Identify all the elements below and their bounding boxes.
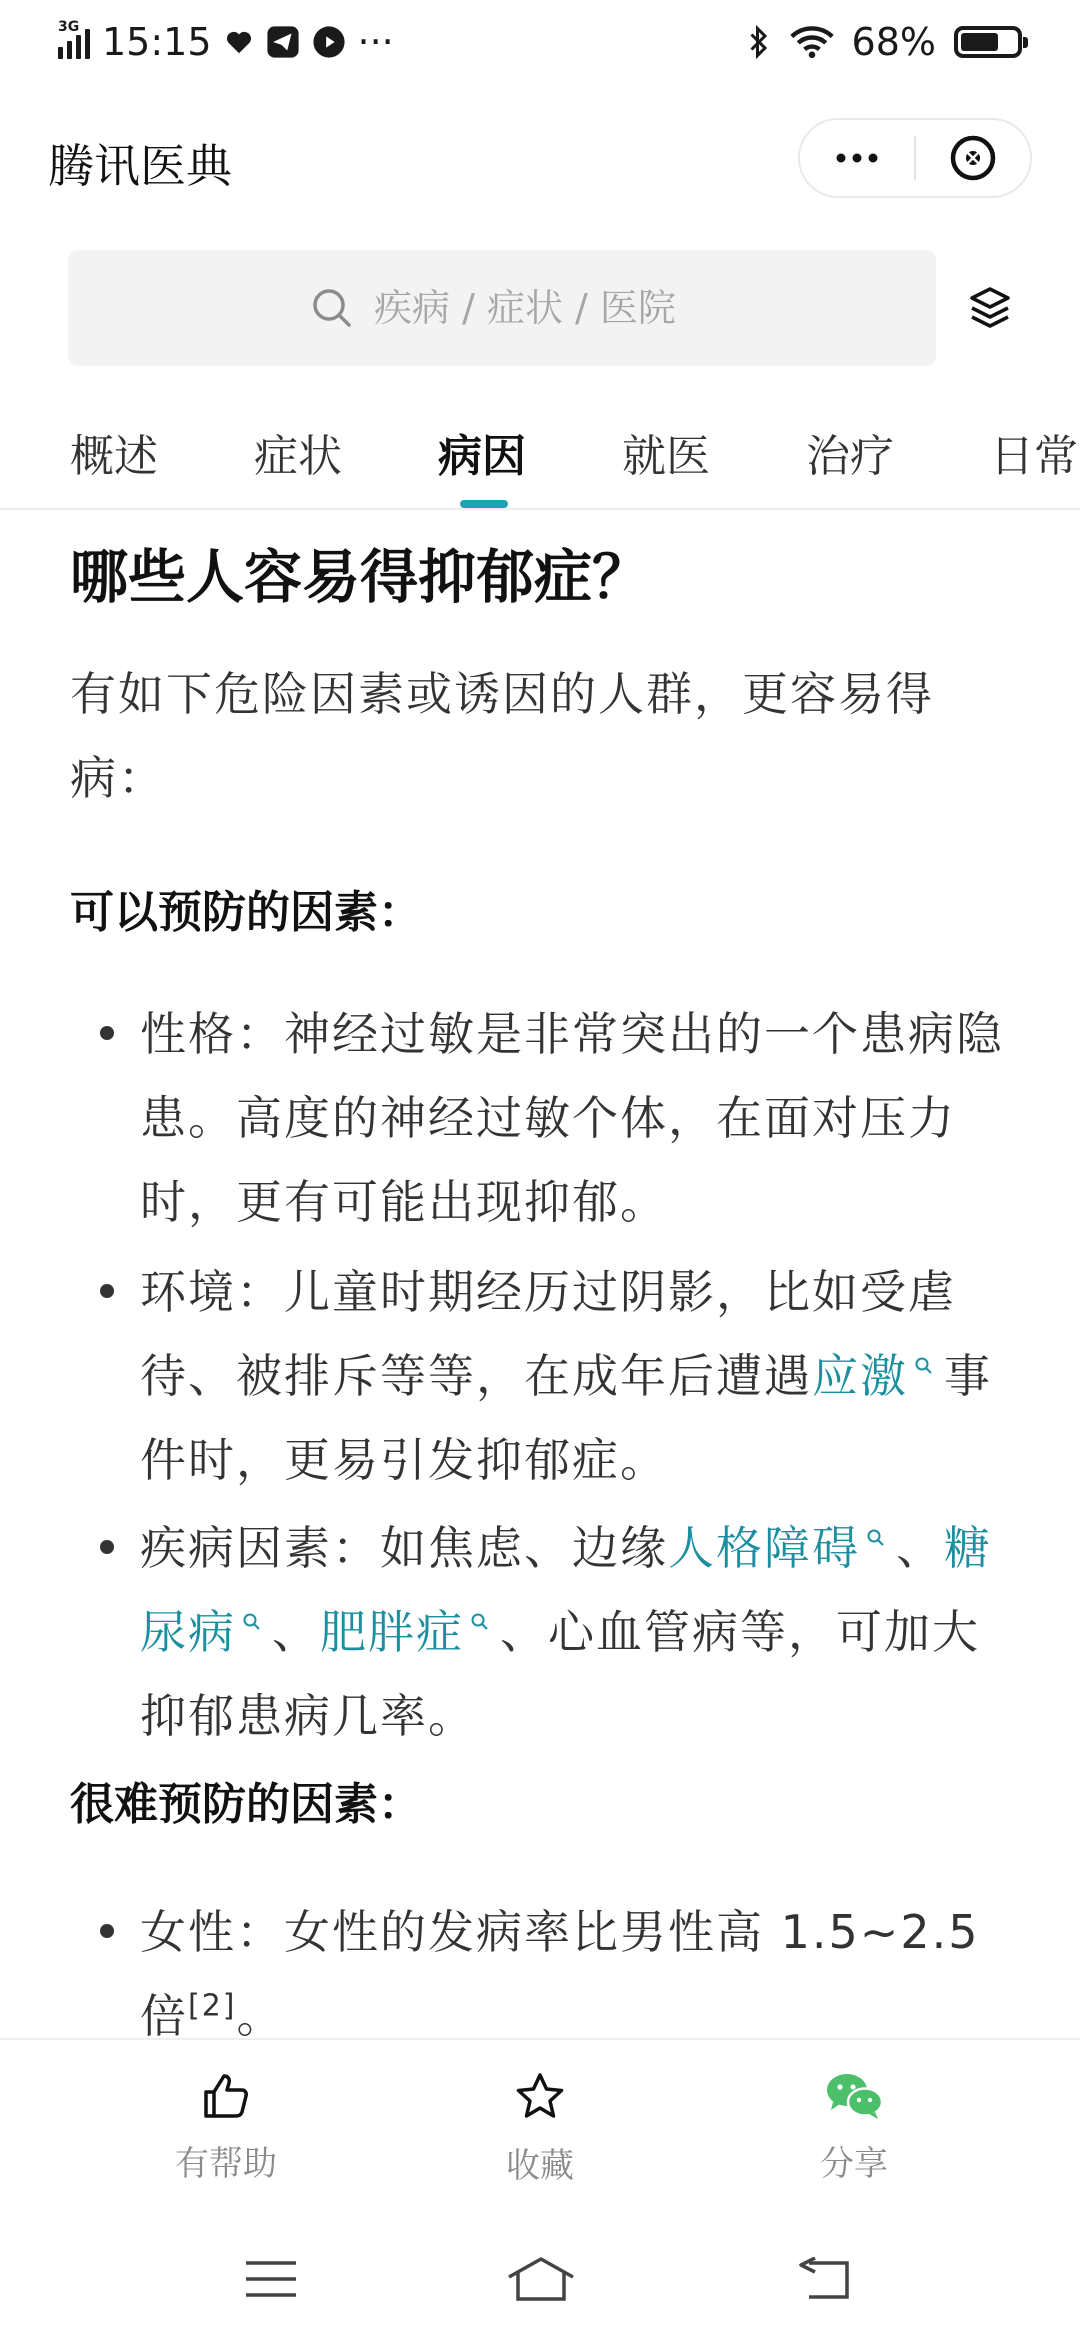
tab-causes[interactable]: 病因 — [438, 431, 526, 482]
wifi-icon — [790, 25, 834, 59]
video-app-icon — [312, 25, 346, 59]
environment-factor-text-end: 事件时，更易引发抑郁症。 — [140, 1349, 992, 1487]
cellular-signal-icon — [58, 19, 90, 59]
personality-factor-text: 性格：神经过敏是非常突出的一个患病隐患。高度的神经过敏个体，在面对压力时，更有可能出现抑郁。 — [140, 1007, 1004, 1229]
system-navigation-bar — [0, 2218, 1080, 2340]
bottom-action-bar — [0, 2038, 1080, 2218]
search-small-icon — [242, 1612, 262, 1632]
layers-button[interactable] — [960, 278, 1020, 338]
list-item — [140, 1506, 1020, 1758]
list-item — [140, 1250, 1020, 1502]
list-item — [140, 1890, 1020, 2038]
page-title: 腾讯医典 — [48, 139, 232, 193]
search-small-icon — [914, 1356, 934, 1376]
network-type: 3G — [58, 19, 80, 35]
status-time: 15:15 — [102, 20, 212, 64]
app-header — [0, 110, 1080, 206]
personality-disorder-link[interactable]: 人格障碍 — [668, 1521, 860, 1575]
wechat-icon — [823, 2070, 885, 2122]
section-heading: 哪些人容易得抑郁症？ — [70, 543, 651, 611]
home-button[interactable] — [506, 2254, 576, 2304]
battery-percent: 68% — [851, 20, 936, 64]
share-label: 分享 — [820, 2144, 888, 2184]
search-small-icon — [866, 1528, 886, 1548]
share-button[interactable] — [754, 2070, 954, 2185]
helpful-button[interactable] — [126, 2070, 326, 2185]
diabetes-link[interactable]: 糖尿病 — [140, 1521, 992, 1659]
article-content — [0, 512, 1080, 2038]
tab-symptoms[interactable]: 症状 — [254, 431, 342, 482]
close-circle-icon — [948, 133, 998, 183]
status-bar — [0, 0, 1080, 84]
separator: 、 — [272, 1605, 320, 1659]
search-input[interactable] — [374, 286, 694, 330]
list-item — [140, 992, 1020, 1244]
active-tab-indicator — [460, 500, 508, 508]
tab-overview[interactable]: 概述 — [70, 431, 158, 482]
favorite-label: 收藏 — [506, 2146, 574, 2186]
heart-app-icon — [224, 27, 254, 57]
battery-icon — [954, 26, 1022, 58]
tab-daily-life[interactable]: 日常 — [990, 431, 1078, 482]
disease-factor-text: 疾病因素：如焦虑、边缘 — [140, 1521, 668, 1575]
search-icon — [310, 286, 354, 330]
hard-to-prevent-factors-heading: 很难预防的因素： — [70, 1779, 422, 1830]
star-icon — [513, 2070, 567, 2124]
disease-factor-text-end: 、心血管病等，可加大抑郁患病几率。 — [140, 1605, 980, 1743]
back-icon — [795, 2257, 851, 2301]
telegram-app-icon — [266, 25, 300, 59]
helpful-label: 有帮助 — [175, 2144, 277, 2184]
more-dots-icon — [835, 152, 879, 164]
female-factor-text: 女性：女性的发病率比男性高 1.5~2.5倍 — [140, 1905, 980, 2038]
stress-link[interactable]: 应激 — [812, 1349, 908, 1403]
favorite-button[interactable] — [440, 2070, 640, 2187]
section-tabs — [0, 400, 1080, 510]
menu-lines-icon — [244, 2259, 298, 2299]
layers-icon — [968, 285, 1012, 331]
recent-apps-button[interactable] — [236, 2254, 306, 2304]
preventable-factors-heading: 可以预防的因素： — [70, 887, 422, 938]
female-factor-text-end: 。 — [236, 1989, 285, 2038]
menu-capsule — [798, 118, 1032, 198]
separator: 、 — [896, 1521, 944, 1575]
search-row — [0, 250, 1080, 366]
home-icon — [506, 2255, 576, 2303]
back-button[interactable] — [788, 2254, 858, 2304]
thumbs-up-icon — [200, 2070, 252, 2122]
reference-marker[interactable]: [2] — [188, 1988, 237, 2024]
search-box[interactable] — [68, 250, 936, 366]
more-notifications: ··· — [357, 20, 394, 64]
environment-factor-text: 环境：儿童时期经历过阴影，比如受虐待、被排斥等等，在成年后遭遇 — [140, 1265, 956, 1403]
search-small-icon — [470, 1612, 490, 1632]
close-button[interactable] — [916, 120, 1030, 196]
tab-treatment[interactable]: 治疗 — [806, 431, 894, 482]
tab-medical-visit[interactable]: 就医 — [622, 431, 710, 482]
bluetooth-icon — [746, 24, 772, 60]
more-button[interactable] — [800, 120, 914, 196]
intro-paragraph: 有如下危险因素或诱因的人群，更容易得病： — [70, 667, 934, 805]
obesity-link[interactable]: 肥胖症 — [320, 1605, 464, 1659]
